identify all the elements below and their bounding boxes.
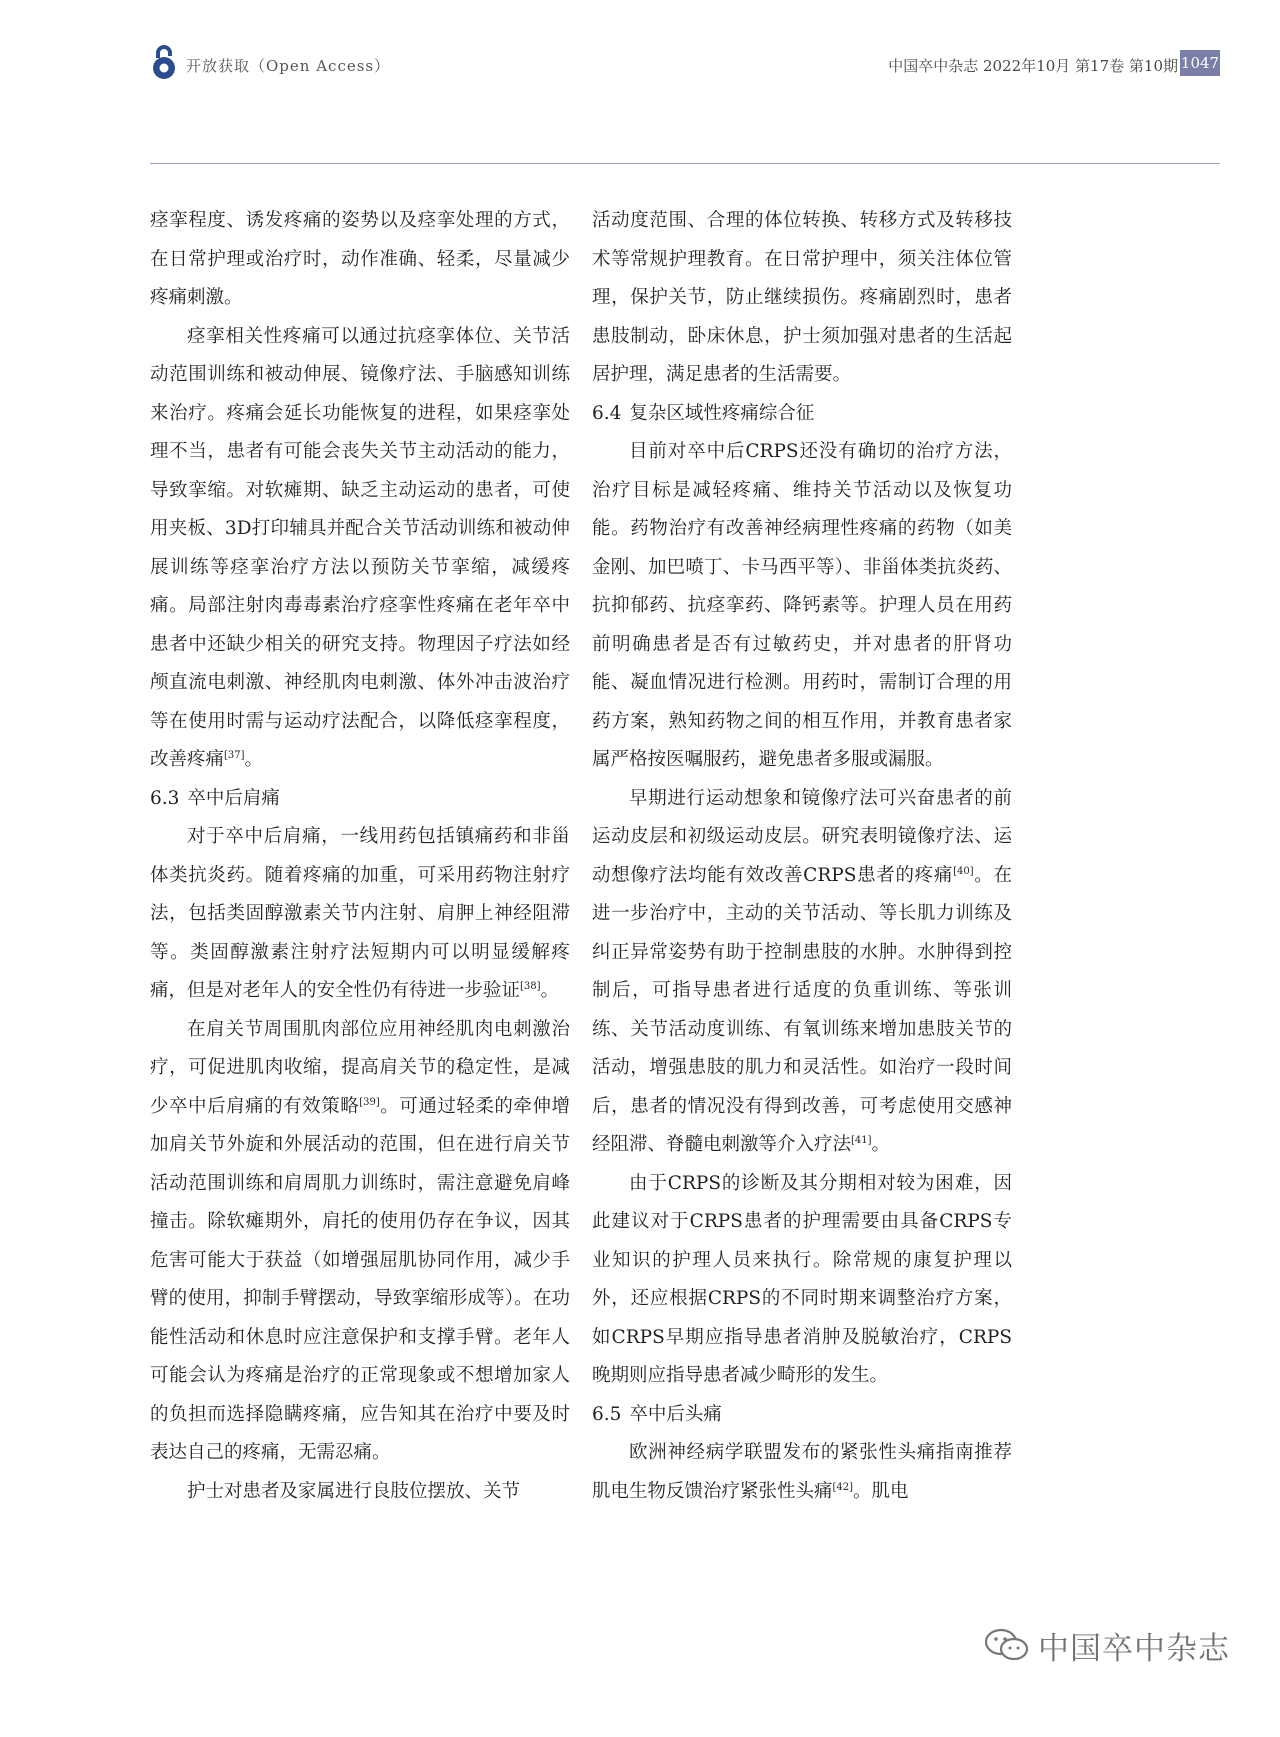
watermark-text: 中国卒中杂志 [1038,1630,1230,1667]
paragraph: 痉挛相关性疼痛可以通过抗痉挛体位、关节活动范围训练和被动伸展、镜像疗法、手脑感知训练来治疗。疼痛会延长功能恢复的进程，如果痉挛处理不当，患者有可能会丧失关节主动活动的能力，导致挛缩。对软瘫期、缺乏主动运动的患者，可使用夹板、3D打印辅具并配合关节活动训练和被动伸展训练等痉挛治疗方法以预防关节挛缩，减缓疼痛。局部注射肉毒毒素治疗痉挛性疼痛在老年卒中患者中还缺少相关的研究支持。物理因子疗法如经颅直流电刺激、神经肌肉电刺激、体外冲击波治疗等在使用时需与运动疗法配合，以降低痉挛程度，改善疼痛[37]。 [150,325,570,770]
open-access-icon [150,44,178,80]
header-rule [150,163,1220,164]
watermark [984,1620,1230,1670]
right-column [592,202,1012,1511]
open-access-label: 开放获取（Open Access） [186,57,391,75]
paragraph: 活动度范围、合理的体位转换、转移方式及转移技术等常规护理教育。在日常护理中，须关注体位管理，保护关节，防止继续损伤。疼痛剧烈时，患者患肢制动，卧床休息，护士须加强对患者的生活起居护理，满足患者的生活需要。 [592,210,1012,385]
paragraph: 痉挛程度、诱发疼痛的姿势以及痉挛处理的方式，在日常护理或治疗时，动作准确、轻柔，尽量减少疼痛刺激。 [150,210,570,308]
paragraph: 对于卒中后肩痛，一线用药包括镇痛药和非甾体类抗炎药。随着疼痛的加重，可采用药物注射疗法，包括类固醇激素关节内注射、肩胛上神经阻滞等。类固醇激素注射疗法短期内可以明显缓解疼痛，但是对老年人的安全性仍有待进一步验证[38]。 [150,826,570,1001]
wechat-icon [984,1627,1030,1663]
paragraph: 由于CRPS的诊断及其分期相对较为困难，因此建议对于CRPS患者的护理需要由具备CRPS专业知识的护理人员来执行。除常规的康复护理以外，还应根据CRPS的不同时期来调整治疗方案，如CRPS早期应指导患者消肿及脱敏治疗，CRPS晚期则应指导患者减少畸形的发生。 [592,1172,1012,1386]
citation[interactable]: [37] [224,750,245,761]
left-column [150,202,570,1511]
citation[interactable]: [38] [520,981,541,992]
paragraph: 护士对患者及家属进行良肢位摆放、关节 [187,1480,521,1502]
section-heading-6-5: 6.5 卒中后头痛 [592,1403,722,1425]
citation[interactable]: [41] [851,1135,872,1146]
paragraph: 欧洲神经病学联盟发布的紧张性头痛指南推荐肌电生物反馈治疗紧张性头痛[42]。肌电 [592,1442,1012,1502]
paragraph: 早期进行运动想象和镜像疗法可兴奋患者的前运动皮层和初级运动皮层。研究表明镜像疗法、运动想像疗法均能有效改善CRPS患者的疼痛[40]。在进一步治疗中，主动的关节活动、等长肌力训练及纠正异常姿势有助于控制患肢的水肿。水肿得到控制后，可指导患者进行适度的负重训练、等张训练、关节活动度训练、有氧训练来增加患肢关节的活动，增强患肢的肌力和灵活性。如治疗一段时间后，患者的情况没有得到改善，可考虑使用交感神经阻滞、脊髓电刺激等介入疗法[41]。 [592,787,1012,1155]
section-heading-6-3: 6.3 卒中后肩痛 [150,787,280,809]
journal-info: 中国卒中杂志 2022年10月 第17卷 第10期 [888,57,1178,75]
citation[interactable]: [42] [832,1481,854,1493]
citation[interactable]: [39] [359,1096,380,1108]
paragraph: 目前对卒中后CRPS还没有确切的治疗方法，治疗目标是减轻疼痛、维持关节活动以及恢复功能。药物治疗有改善神经病理性疼痛的药物（如美金刚、加巴喷丁、卡马西平等）、非甾体类抗炎药、抗抑郁药、抗痉挛药、降钙素等。护理人员在用药前明确患者是否有过敏药史，并对患者的肝肾功能、凝血情况进行检测。用药时，需制订合理的用药方案，熟知药物之间的相互作用，并教育患者家属严格按医嘱服药，避免患者多服或漏服。 [592,441,1012,770]
page-header [150,44,1220,84]
citation[interactable]: [40] [953,865,974,877]
paragraph: 在肩关节周围肌肉部位应用神经肌肉电刺激治疗，可促进肌肉收缩，提高肩关节的稳定性，是减少卒中后肩痛的有效策略[39]。可通过轻柔的牵伸增加肩关节外旋和外展活动的范围，但在进行肩关节活动范围训练和肩周肌力训练时，需注意避免肩峰撞击。除软瘫期外，肩托的使用仍存在争议，因其危害可能大于获益（如增强屈肌协同作用，减少手臂的使用，抑制手臂摆动，导致挛缩形成等）。在功能性活动和休息时应注意保护和支撑手臂。老年人可能会认为疼痛是治疗的正常现象或不想增加家人的负担而选择隐瞒疼痛，应告知其在治疗中要及时表达自己的疼痛，无需忍痛。 [150,1018,570,1463]
section-heading-6-4: 6.4 复杂区域性疼痛综合征 [592,402,815,424]
page-number: 1047 [1180,50,1220,76]
